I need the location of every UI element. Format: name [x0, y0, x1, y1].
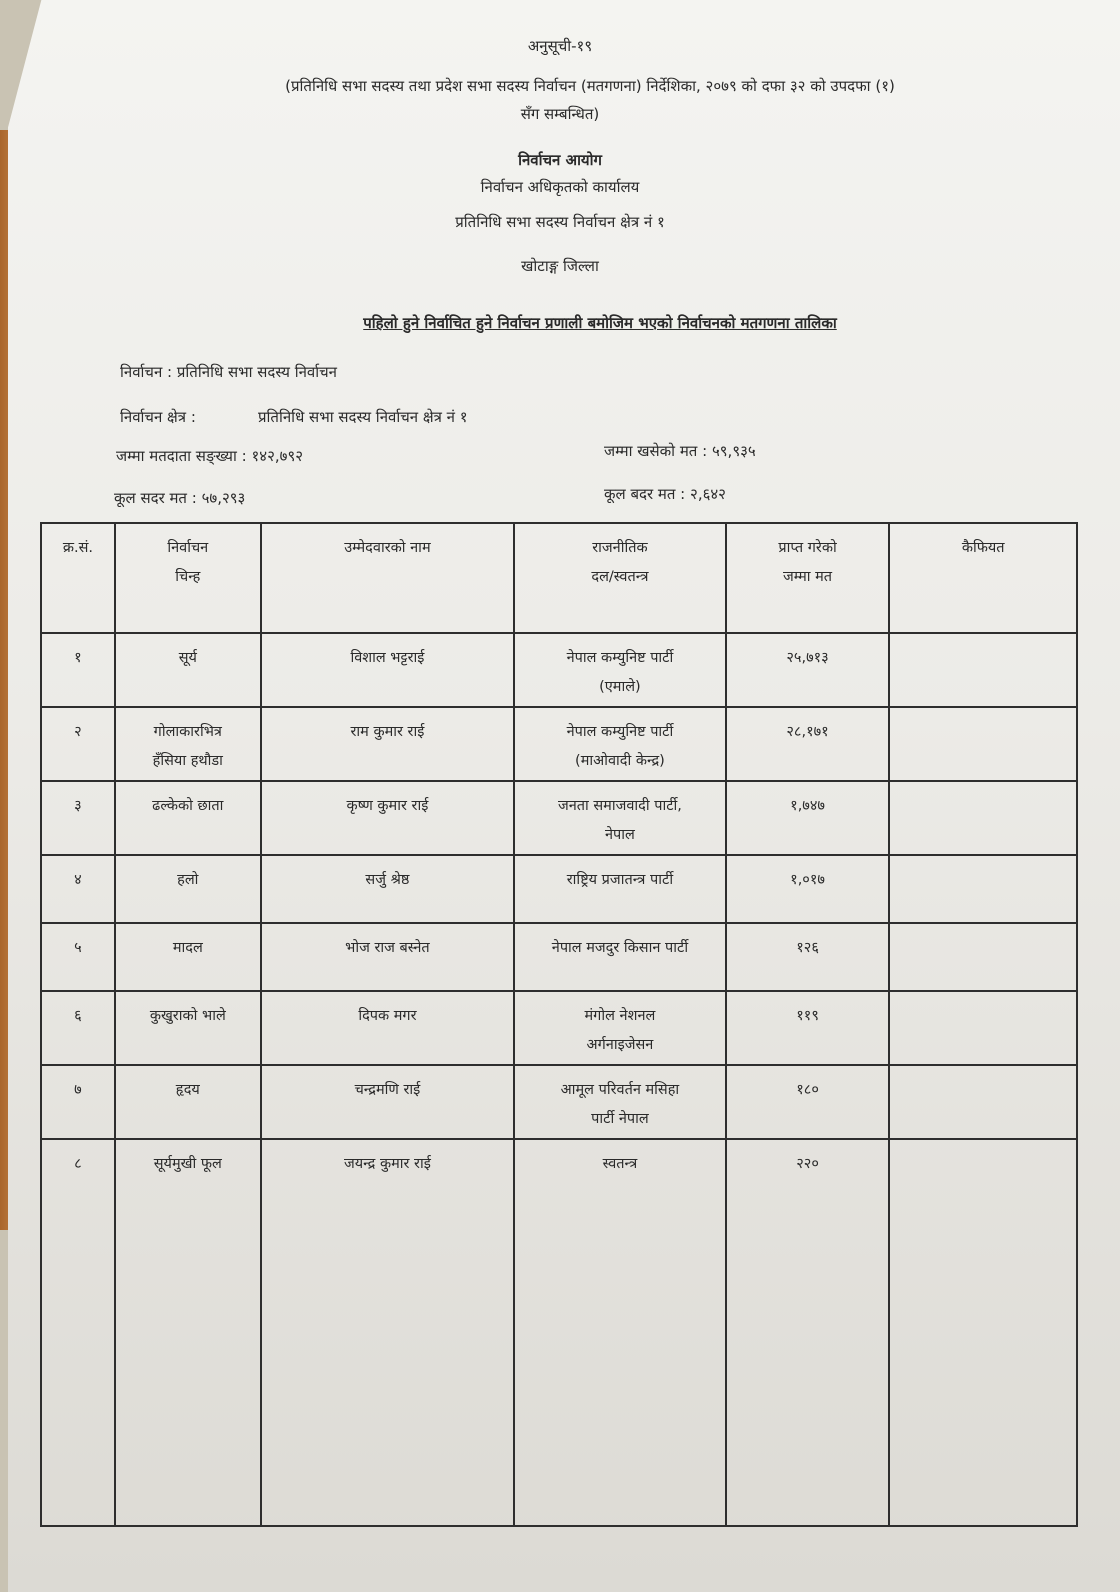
symbol-cell: कुखुराको भाले	[115, 991, 261, 1065]
votes-cell: २८,१७१	[726, 707, 890, 781]
serial-cell: १	[41, 633, 115, 707]
serial-cell: ३	[41, 781, 115, 855]
symbol-cell: हलो	[115, 855, 261, 923]
table-header-row	[41, 523, 1077, 633]
total-voters-field	[116, 446, 303, 466]
party-cell: नेपाल मजदुर किसान पार्टी	[514, 923, 726, 991]
votes-cast-label: जम्मा खसेको मत :	[604, 442, 708, 460]
votes-cell: १८०	[726, 1065, 890, 1139]
symbol-cell: सूर्यमुखी फूल	[115, 1139, 261, 1526]
constituency-heading: प्रतिनिधि सभा सदस्य निर्वाचन क्षेत्र नं १	[455, 213, 665, 231]
party-cell: नेपाल कम्युनिष्ट पार्टी (एमाले)	[514, 633, 726, 707]
column-header-candidate: उम्मेदवारको नाम	[261, 523, 514, 633]
document-title: पहिलो हुने निर्वाचित हुने निर्वाचन प्रणाली बमोजिम भएको निर्वाचनको मतगणना तालिका	[363, 314, 837, 332]
symbol-cell: हृदय	[115, 1065, 261, 1139]
votes-cell: १,०१७	[726, 855, 890, 923]
valid-votes-label: कूल सदर मत :	[114, 489, 197, 507]
votes-cell: २२०	[726, 1139, 890, 1526]
party-cell: जनता समाजवादी पार्टी, नेपाल	[514, 781, 726, 855]
table-row	[41, 1139, 1077, 1526]
votes-cell: २५,७१३	[726, 633, 890, 707]
invalid-votes-field	[604, 484, 726, 504]
candidate-cell: विशाल भट्टराई	[261, 633, 514, 707]
valid-votes-field	[114, 488, 245, 508]
vote-count-table	[40, 522, 1078, 1527]
table-row	[41, 707, 1077, 781]
candidate-cell: चन्द्रमणि राई	[261, 1065, 514, 1139]
candidate-cell: राम कुमार राई	[261, 707, 514, 781]
election-label: निर्वाचन :	[120, 363, 173, 381]
constituency-label: निर्वाचन क्षेत्र :	[120, 408, 196, 426]
candidate-cell: कृष्ण कुमार राई	[261, 781, 514, 855]
party-cell: आमूल परिवर्तन मसिहा पार्टी नेपाल	[514, 1065, 726, 1139]
invalid-votes-value: २,६४२	[690, 485, 726, 503]
party-cell: राष्ट्रिय प्रजातन्त्र पार्टी	[514, 855, 726, 923]
symbol-cell: सूर्य	[115, 633, 261, 707]
serial-cell: ८	[41, 1139, 115, 1526]
remarks-cell	[889, 781, 1077, 855]
valid-votes-value: ५७,२९३	[201, 489, 246, 507]
district-name: खोटाङ्ग जिल्ला	[521, 257, 599, 275]
candidate-cell: दिपक मगर	[261, 991, 514, 1065]
election-field	[120, 362, 337, 382]
table-row	[41, 633, 1077, 707]
symbol-cell: मादल	[115, 923, 261, 991]
remarks-cell	[889, 923, 1077, 991]
total-voters-label: जम्मा मतदाता सङ्ख्या :	[116, 447, 247, 465]
table-row	[41, 781, 1077, 855]
table-row	[41, 923, 1077, 991]
column-header-votes: प्राप्त गरेको जम्मा मत	[726, 523, 890, 633]
serial-cell: ४	[41, 855, 115, 923]
party-cell: स्वतन्त्र	[514, 1139, 726, 1526]
column-header-remarks: कैफियत	[889, 523, 1077, 633]
office-name: निर्वाचन अधिकृतको कार्यालय	[480, 178, 640, 196]
table-row	[41, 991, 1077, 1065]
table-row	[41, 855, 1077, 923]
constituency-value: प्रतिनिधि सभा सदस्य निर्वाचन क्षेत्र नं १	[258, 408, 468, 426]
column-header-symbol: निर्वाचन चिन्ह	[115, 523, 261, 633]
candidate-cell: सर्जु श्रेष्ठ	[261, 855, 514, 923]
remarks-cell	[889, 633, 1077, 707]
serial-cell: ६	[41, 991, 115, 1065]
candidate-cell: भोज राज बस्नेत	[261, 923, 514, 991]
party-cell: नेपाल कम्युनिष्ट पार्टी (माओवादी केन्द्र)	[514, 707, 726, 781]
votes-cast-field	[604, 441, 756, 461]
serial-cell: ५	[41, 923, 115, 991]
symbol-cell: ढल्केको छाता	[115, 781, 261, 855]
votes-cell: १२६	[726, 923, 890, 991]
election-value: प्रतिनिधि सभा सदस्य निर्वाचन	[176, 363, 337, 381]
candidate-cell: जयन्द्र कुमार राई	[261, 1139, 514, 1526]
annex-number: अनुसूची-१९	[527, 37, 593, 55]
remarks-cell	[889, 855, 1077, 923]
table-row	[41, 1065, 1077, 1139]
votes-cast-value: ५९,९३५	[711, 442, 756, 460]
reference-line-2: सँग सम्बन्धित)	[520, 105, 600, 123]
commission-name: निर्वाचन आयोग	[518, 151, 602, 169]
symbol-cell: गोलाकारभित्र हँसिया हथौडा	[115, 707, 261, 781]
remarks-cell	[889, 707, 1077, 781]
votes-cell: ११९	[726, 991, 890, 1065]
total-voters-value: १४२,७९२	[251, 447, 304, 465]
serial-cell: २	[41, 707, 115, 781]
invalid-votes-label: कूल बदर मत :	[604, 485, 686, 503]
votes-cell: १,७४७	[726, 781, 890, 855]
remarks-cell	[889, 991, 1077, 1065]
serial-cell: ७	[41, 1065, 115, 1139]
reference-line-1: (प्रतिनिधि सभा सदस्य तथा प्रदेश सभा सदस्य निर्वाचन (मतगणना) निर्देशिका, २०७९ को दफा ३२ को उपदफा (१)	[285, 77, 895, 95]
column-header-party: राजनीतिक दल/स्वतन्त्र	[514, 523, 726, 633]
remarks-cell	[889, 1065, 1077, 1139]
party-cell: मंगोल नेशनल अर्गनाइजेसन	[514, 991, 726, 1065]
column-header-serial: क्र.सं.	[41, 523, 115, 633]
remarks-cell	[889, 1139, 1077, 1526]
